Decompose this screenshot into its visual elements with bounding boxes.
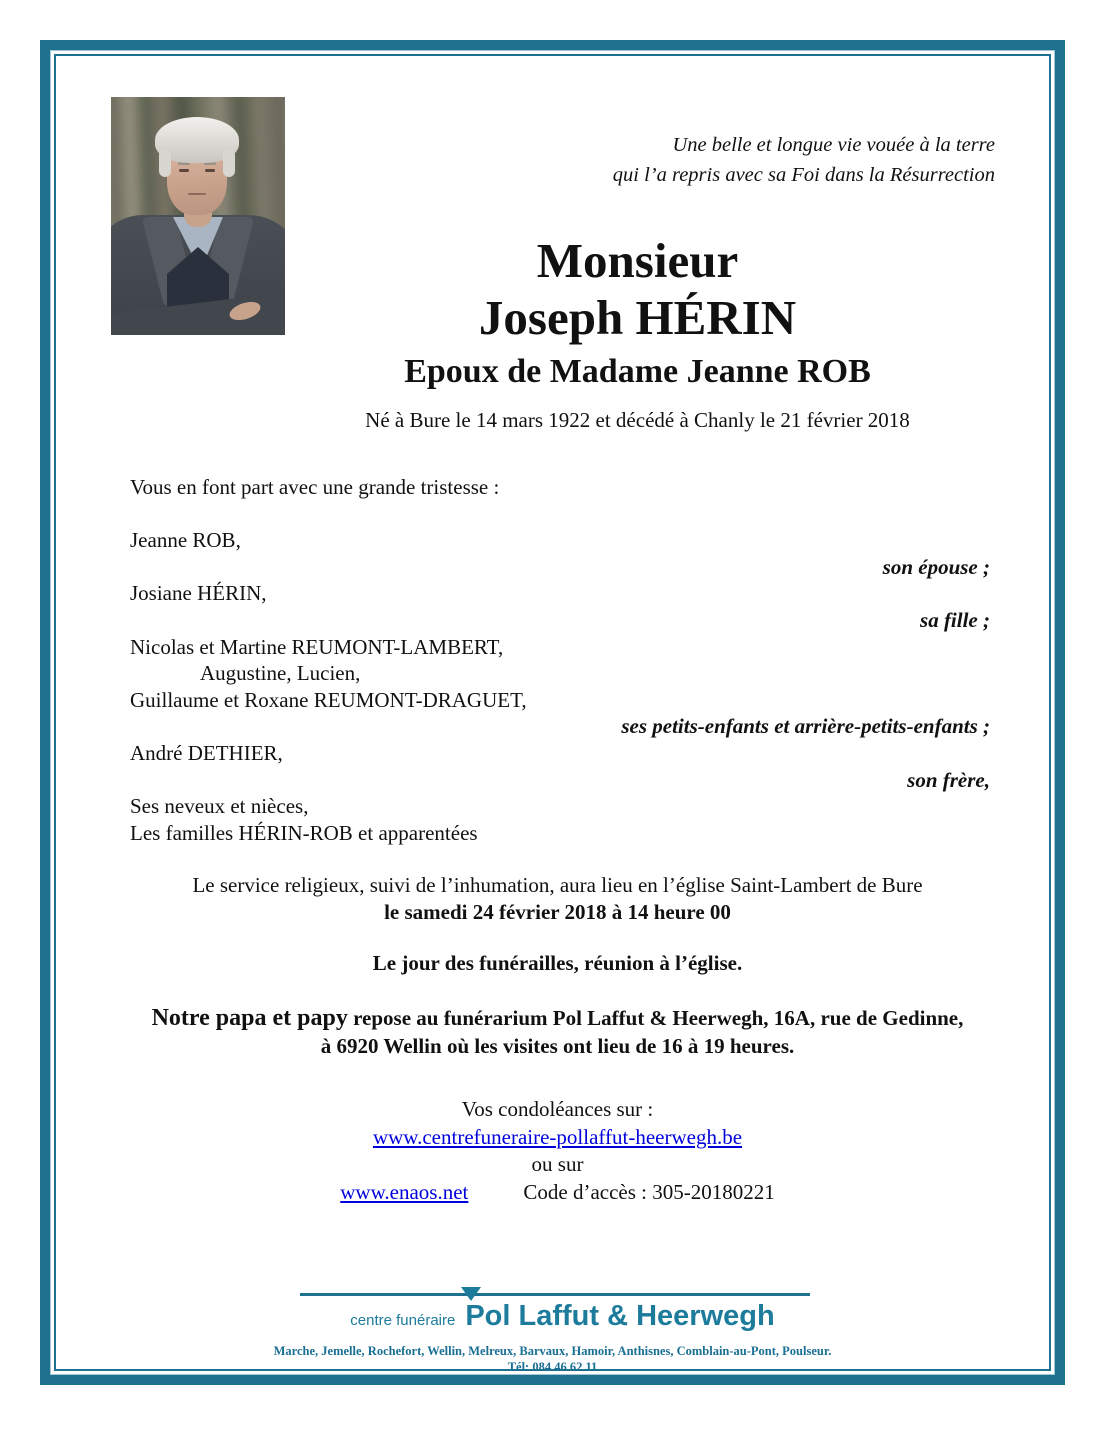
photo-hair-shape [159, 149, 171, 177]
photo-hair-shape [223, 149, 235, 177]
life-dates: Né à Bure le 14 mars 1922 et décédé à Chanly le 21 février 2018 [365, 408, 910, 432]
funeral-home-logo [10, 1300, 1105, 1333]
spacer [60, 926, 1055, 950]
service-section [60, 872, 1055, 1060]
photo-mouth-shape [188, 193, 206, 195]
condolences-link-enaos[interactable]: www.enaos.net [340, 1179, 469, 1204]
spacer [60, 977, 1055, 1003]
photo-eye-shape [179, 169, 189, 172]
family-relation: son épouse ; [882, 554, 990, 579]
condolences-intro: Vos condoléances sur : [461, 1097, 654, 1121]
funerarium-lead: Notre papa et papy [151, 1005, 348, 1031]
brand-triangle-icon [461, 1287, 481, 1301]
photo-eye-shape [205, 169, 215, 172]
family-member: Josiane HÉRIN, [130, 581, 267, 606]
family-member: Jeanne ROB, [130, 528, 241, 553]
brand-small-text: centre funéraire [350, 1312, 456, 1329]
family-relation: son frère, [907, 767, 990, 792]
service-line-1: Le service religieux, suivi de l’inhumation, aura lieu en l’église Saint-Lambert de Bure [192, 873, 923, 897]
family-member: Ses neveux et nièces, [130, 794, 309, 819]
family-section [130, 474, 990, 846]
family-member: André DETHIER, [130, 740, 283, 765]
deceased-relation: Epoux de Madame Jeanne ROB [404, 353, 871, 390]
condolences-code-row [60, 1179, 1055, 1207]
family-relation: ses petits-enfants et arrière-petits-enfants ; [621, 714, 990, 739]
deceased-salutation: Monsieur [536, 233, 739, 288]
condolences-or-text: ou sur [531, 1152, 584, 1176]
brand-name-text: Pol Laffut & Heerwegh [465, 1300, 774, 1333]
epitaph-line-1: Une belle et longue vie vouée à la terre [672, 134, 995, 156]
condolences-section [60, 1096, 1055, 1206]
spacer [130, 501, 990, 528]
family-member: Guillaume et Roxane REUMONT-DRAGUET, [130, 687, 527, 712]
visits-line: à 6920 Wellin où les visites ont lieu de 16 à 19 heures. [320, 1034, 795, 1058]
portrait-photo [111, 97, 285, 335]
funerarium-line [60, 1003, 1055, 1033]
funeral-home-locations: Marche, Jemelle, Rochefort, Wellin, Melreux, Barvaux, Hamoir, Anthisnes, Comblain-au-Pont, Poulseur. [273, 1344, 832, 1358]
condolences-link-primary[interactable]: www.centrefuneraire-pollaffut-heerwegh.be [372, 1124, 743, 1149]
access-code: Code d’accès : 305-20180221 [523, 1179, 775, 1204]
family-member: Nicolas et Martine REUMONT-LAMBERT, [130, 634, 504, 659]
funeral-home-phone: Tél: 084 46 62 11 [507, 1360, 598, 1374]
funerarium-rest: repose au funérarium Pol Laffut & Heerwegh, 16A, rue de Gedinne, [347, 1006, 964, 1030]
deceased-name: Joseph HÉRIN [478, 290, 797, 345]
service-meeting-note: Le jour des funérailles, réunion à l’église. [372, 951, 743, 975]
family-relation: sa fille ; [920, 607, 990, 632]
footer-divider-line [300, 1293, 810, 1296]
epitaph [525, 130, 995, 190]
epitaph-line-2: qui l’a repris avec sa Foi dans la Résurrection [612, 164, 995, 186]
title-block [285, 233, 990, 443]
family-intro: Vous en font part avec une grande tristesse : [130, 475, 500, 499]
service-datetime: le samedi 24 février 2018 à 14 heure 00 [384, 900, 731, 924]
family-member: Les familles HÉRIN-ROB et apparentées [130, 820, 478, 845]
family-member: Augustine, Lucien, [200, 661, 361, 686]
